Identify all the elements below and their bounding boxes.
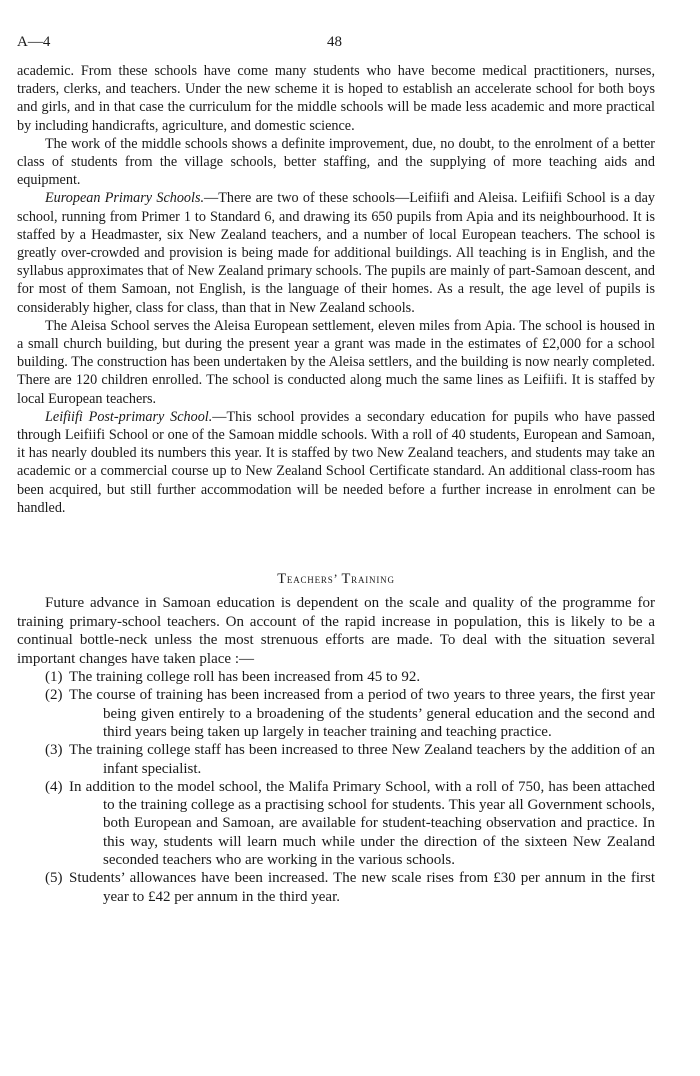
paragraph-middle-schools-cont: academic. From these schools have come many students who have become medical practitioners, nurses, traders, clerks, and teachers. Under the new scheme it is hoped to establish an accelerate school for both boys and girls, and in that case the curriculum for the middle schools will be made less academic and more practical by including handicrafts, agriculture, and domestic science. (17, 63, 655, 134)
paragraph-training-intro: Future advance in Samoan education is dependent on the scale and quality of the programme for training primary-school teachers. On account of the rapid increase in population, this is likely to be a continual bottle-neck unless the most strenuous efforts are made. To deal with the situation several important changes have taken place :— (17, 595, 655, 667)
paragraph-european-primary (17, 189, 655, 316)
section-heading-european-primary: European Primary Schools. (45, 190, 205, 207)
paragraph-post-primary-text: —This school provides a secondary education for pupils who have passed through Leifiifi School or one of the Samoan middle schools. With a roll of 40 students, European and Samoan, it has nearly doubled its numbers this year. It is staffed by two New Zealand teachers, and students may take an academic or a commercial course up to New Zealand School Certificate standard. An additional class-room has been acquired, but still further accommodation will be needed before a further increase in enrolment can be handled. (17, 408, 655, 516)
paragraph-aleisa-school: The Aleisa School serves the Aleisa European settlement, eleven miles from Apia. The school is housed in a small church building, but during the present year a grant was made in the estimates of £2,000 for a school building. The construction has been undertaken by the Aleisa settlers, and the building is now nearly completed. There are 120 children enrolled. The school is conducted along much the same lines as Leifiifi. It is staffed by local European teachers. (17, 317, 655, 407)
section-heading-post-primary: Leifiifi Post-primary School. (45, 408, 213, 425)
document-reference: A—4 (17, 34, 51, 50)
page-header (17, 34, 655, 62)
paragraph-post-primary (17, 408, 655, 517)
list-item: (5) Students’ allowances have been increased. The new scale rises from £30 per annum in the first year to £42 per annum in the third year. (45, 870, 655, 905)
list-item: (2) The course of training has been increased from a period of two years to three years, the first year being given entirely to a broadening of the students’ general education and the second and third years being taken up largely in teacher training and teaching practice. (45, 687, 655, 740)
teachers-training-section (17, 571, 655, 906)
list-item: (3) The training college staff has been increased to three New Zealand teachers by the addition of an infant specialist. (45, 742, 655, 777)
list-item: (4) In addition to the model school, the Malifa Primary School, with a roll of 750, has been attached to the training college as a practising school for students. This year all Government schools, both European and Samoan, are available for student-teaching observation and practice. In this way, students will learn much while under the direction of the sixteen New Zealand seconded teachers who are working in the various schools. (45, 778, 655, 869)
paragraph-european-primary-text: —There are two of these schools—Leifiifi and Aleisa. Leifiifi School is a day school, running from Primer 1 to Standard 6, and drawing its 650 pupils from Apia and its neighbourhood. It is staffed by a Headmaster, six New Zealand teachers, and a number of local European teachers. The school is greatly over-crowded and provision is being made for additional buildings. All teaching is in English, and the syllabus approximates that of New Zealand primary schools. The pupils are mainly of part-Samoan descent, and for most of them Samoan, not English, is the language of their homes. As a result, the age level of pupils is considerably higher, class for class, than that in New Zealand schools. (17, 190, 655, 316)
list-item: (1) The training college roll has been increased from 45 to 92. (45, 669, 421, 686)
section-title-teachers-training: Teachers’ Training (277, 571, 395, 588)
paragraph-middle-schools-work: The work of the middle schools shows a definite improvement, due, no doubt, to the enrolment of a better class of students from the village schools, better staffing, and the supplying of more teaching aids and equipment. (17, 135, 655, 189)
page-number: 48 (327, 34, 342, 50)
document-page (17, 34, 655, 906)
training-changes-list (17, 668, 655, 906)
